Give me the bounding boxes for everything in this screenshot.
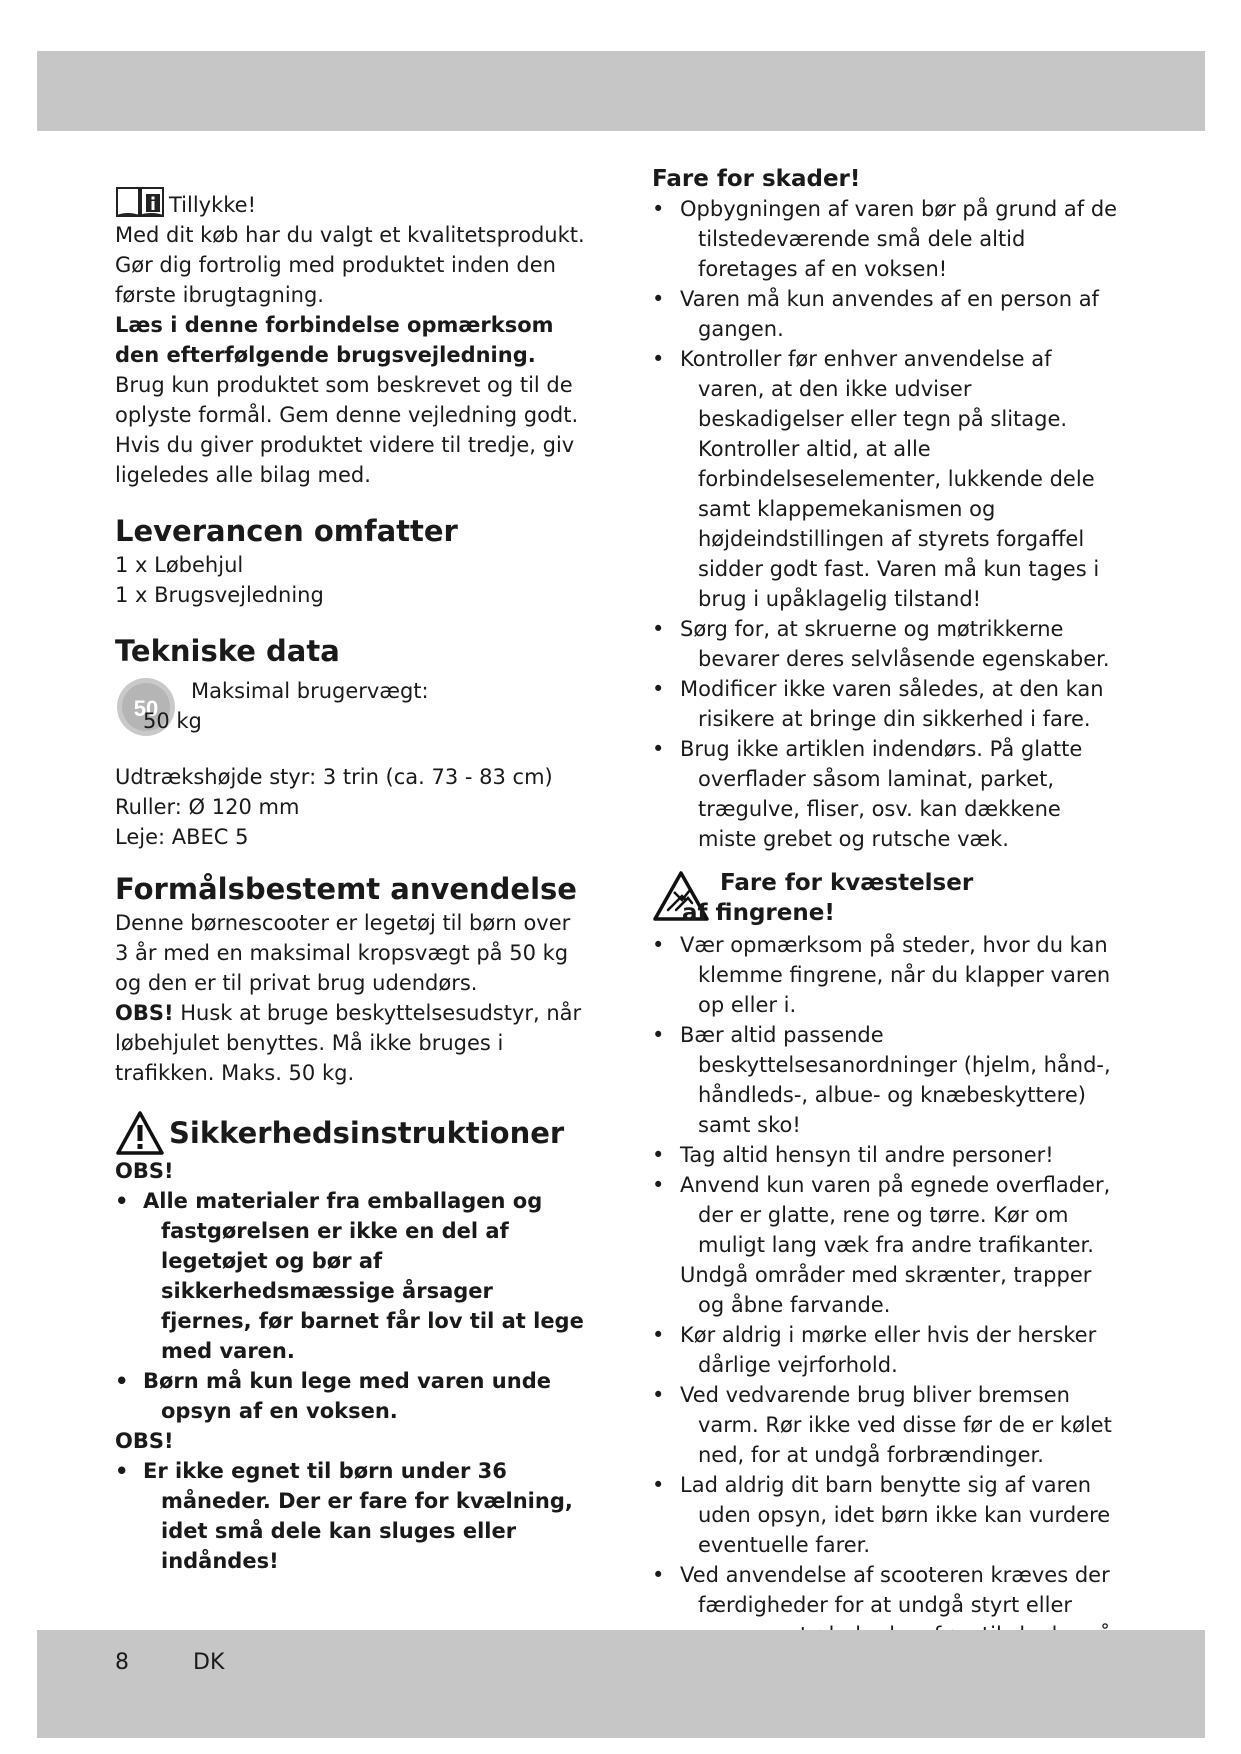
list-item: • Sørg for, at skruerne og møtrikkerne bevarer deres selvlåsende egenskaber. bbox=[652, 614, 1122, 674]
intro-line-4: Hvis du giver produktet videre til tredje, giv ligeledes alle bilag med. bbox=[115, 433, 575, 487]
delivery-item: 1 x Løbehjul bbox=[115, 553, 244, 577]
purpose-obs-text: Husk at bruge beskyttelsesudstyr, når løbehjulet benyttes. Må ikke bruges i trafikken. Maks. 50 kg. bbox=[115, 1001, 582, 1085]
tech-row: Udtrækshøjde styr: 3 trin (ca. 73 - 83 cm) bbox=[115, 765, 553, 789]
list-item: • Vær opmærksom på steder, hvor du kan klemme fingrene, når du klapper varen op eller i. bbox=[652, 930, 1122, 1020]
intro-bold: Læs i denne forbindelse opmærksom den efterfølgende brugsvejledning. bbox=[115, 313, 554, 367]
finger-heading-line-1: Fare for kvæstelser bbox=[720, 870, 974, 896]
tech-row: Leje: ABEC 5 bbox=[115, 825, 249, 849]
finger-list bbox=[652, 930, 1122, 1680]
header-band bbox=[37, 51, 1205, 131]
purpose-obs-label: OBS! bbox=[115, 1001, 174, 1025]
intro-greeting: Tillykke! bbox=[169, 193, 257, 217]
intro-line-3: Brug kun produktet som beskrevet og til de oplyste formål. Gem denne vejledning godt. bbox=[115, 373, 579, 427]
finger-heading-line-2: af fingrene! bbox=[682, 900, 835, 926]
warning-triangle-icon bbox=[115, 1110, 165, 1156]
list-item: • Bær altid passende beskyttelsesanordninger (hjelm, hånd-, håndleds-, albue- og knæbeskyttere) samt sko! bbox=[652, 1020, 1122, 1140]
injury-list bbox=[652, 194, 1122, 854]
list-item: • Ved vedvarende brug bliver bremsen varm. Rør ikke ved disse før de er kølet ned, for at undgå forbrændinger. bbox=[652, 1380, 1122, 1470]
list-item: • Varen må kun anvendes af en person af gangen. bbox=[652, 284, 1122, 344]
list-item: • Opbygningen af varen bør på grund af de tilstedeværende små dele altid foretages af en voksen! bbox=[652, 194, 1122, 284]
injury-heading: Fare for skader! bbox=[652, 166, 861, 192]
left-column bbox=[115, 182, 585, 1576]
list-item: • Lad aldrig dit barn benytte sig af varen uden opsyn, idet børn ikke kan vurdere eventuelle farer. bbox=[652, 1470, 1122, 1560]
safety-list-2 bbox=[115, 1456, 585, 1576]
finger-avoid-text: Undgå områder med skrænter, trapper og åbne farvande. bbox=[680, 1263, 1092, 1317]
list-item: • Modificer ikke varen således, at den kan risikere at bringe din sikkerhed i fare. bbox=[652, 674, 1122, 734]
delivery-item: 1 x Brugsvejledning bbox=[115, 583, 324, 607]
purpose-obs-paragraph bbox=[115, 998, 585, 1088]
purpose-heading: Formålsbestemt anvendelse bbox=[115, 872, 577, 906]
list-item: • Kør aldrig i mørke eller hvis der hersker dårlige vejrforhold. bbox=[652, 1320, 1122, 1380]
intro-line-1: Med dit køb har du valgt et kvalitetsprodukt. bbox=[115, 223, 585, 247]
footer-band bbox=[37, 1630, 1205, 1738]
page-number: 8 bbox=[115, 1650, 129, 1675]
max-weight-row bbox=[115, 676, 585, 742]
intro-line-2: Gør dig fortrolig med produktet inden den første ibrugtagning. bbox=[115, 253, 556, 307]
info-book-icon bbox=[115, 182, 165, 220]
max-weight-label: Maksimal brugervægt: bbox=[191, 679, 429, 703]
list-item: • Ved anvendelse af scooteren kræves der færdigheder for at undgå styrt eller bbox=[652, 1560, 1122, 1680]
tech-row: Ruller: Ø 120 mm bbox=[115, 795, 300, 819]
intro-heading bbox=[115, 182, 585, 220]
tech-heading: Tekniske data bbox=[115, 634, 340, 668]
max-weight-icon-text: 50 bbox=[133, 696, 159, 721]
delivery-heading: Leverancen omfatter bbox=[115, 514, 458, 548]
list-item: • Brug ikke artiklen indendørs. På glatte overflader såsom laminat, parket, trægulve, fliser, osv. kan dækkene miste grebet og rutsche væk. bbox=[652, 734, 1122, 854]
safety-heading: Sikkerhedsinstruktioner bbox=[169, 1116, 565, 1150]
list-item: • Er ikke egnet til børn under 36 måneder. Der er fare for kvælning, idet små dele kan sluges eller indåndes! bbox=[115, 1456, 585, 1576]
finger-heading-row bbox=[652, 868, 1122, 930]
safety-obs-2: OBS! bbox=[115, 1429, 174, 1453]
language-code: DK bbox=[193, 1650, 225, 1675]
list-item: • Anvend kun varen på egnede overflader, der er glatte, rene og tørre. Kør om muligt lang væk fra andre trafikanter. Undgå områder med skrænter, trapper og åbne farvande. bbox=[652, 1170, 1122, 1320]
safety-list-1 bbox=[115, 1186, 585, 1426]
safety-obs-1: OBS! bbox=[115, 1159, 174, 1183]
list-item: • Tag altid hensyn til andre personer! bbox=[652, 1140, 1122, 1170]
list-item: • Alle materialer fra emballagen og fastgørelsen er ikke en del af legetøjet og bør af sikkerhedsmæssige årsager fjernes, før barnet får lov til at lege med varen. bbox=[115, 1186, 585, 1366]
purpose-text: Denne børnescooter er legetøj til børn over 3 år med en maksimal kropsvægt på 50 kg og den er til privat brug udendørs. bbox=[115, 911, 571, 995]
list-item: • Børn må kun lege med varen unde opsyn af en voksen. bbox=[115, 1366, 585, 1426]
max-weight-value: 50 kg bbox=[143, 709, 202, 733]
safety-heading-row bbox=[115, 1110, 585, 1156]
list-item: • Kontroller før enhver anvendelse af varen, at den ikke udviser beskadigelser eller tegn på slitage. Kontroller altid, at alle forbindelseselementer, lukkende dele samt klappemekanismen og højdeindstillingen af styrets forgaffel sidder godt fast. Varen må kun tages i brug i upåklagelig tilstand! bbox=[652, 344, 1122, 614]
right-column bbox=[652, 164, 1122, 1680]
